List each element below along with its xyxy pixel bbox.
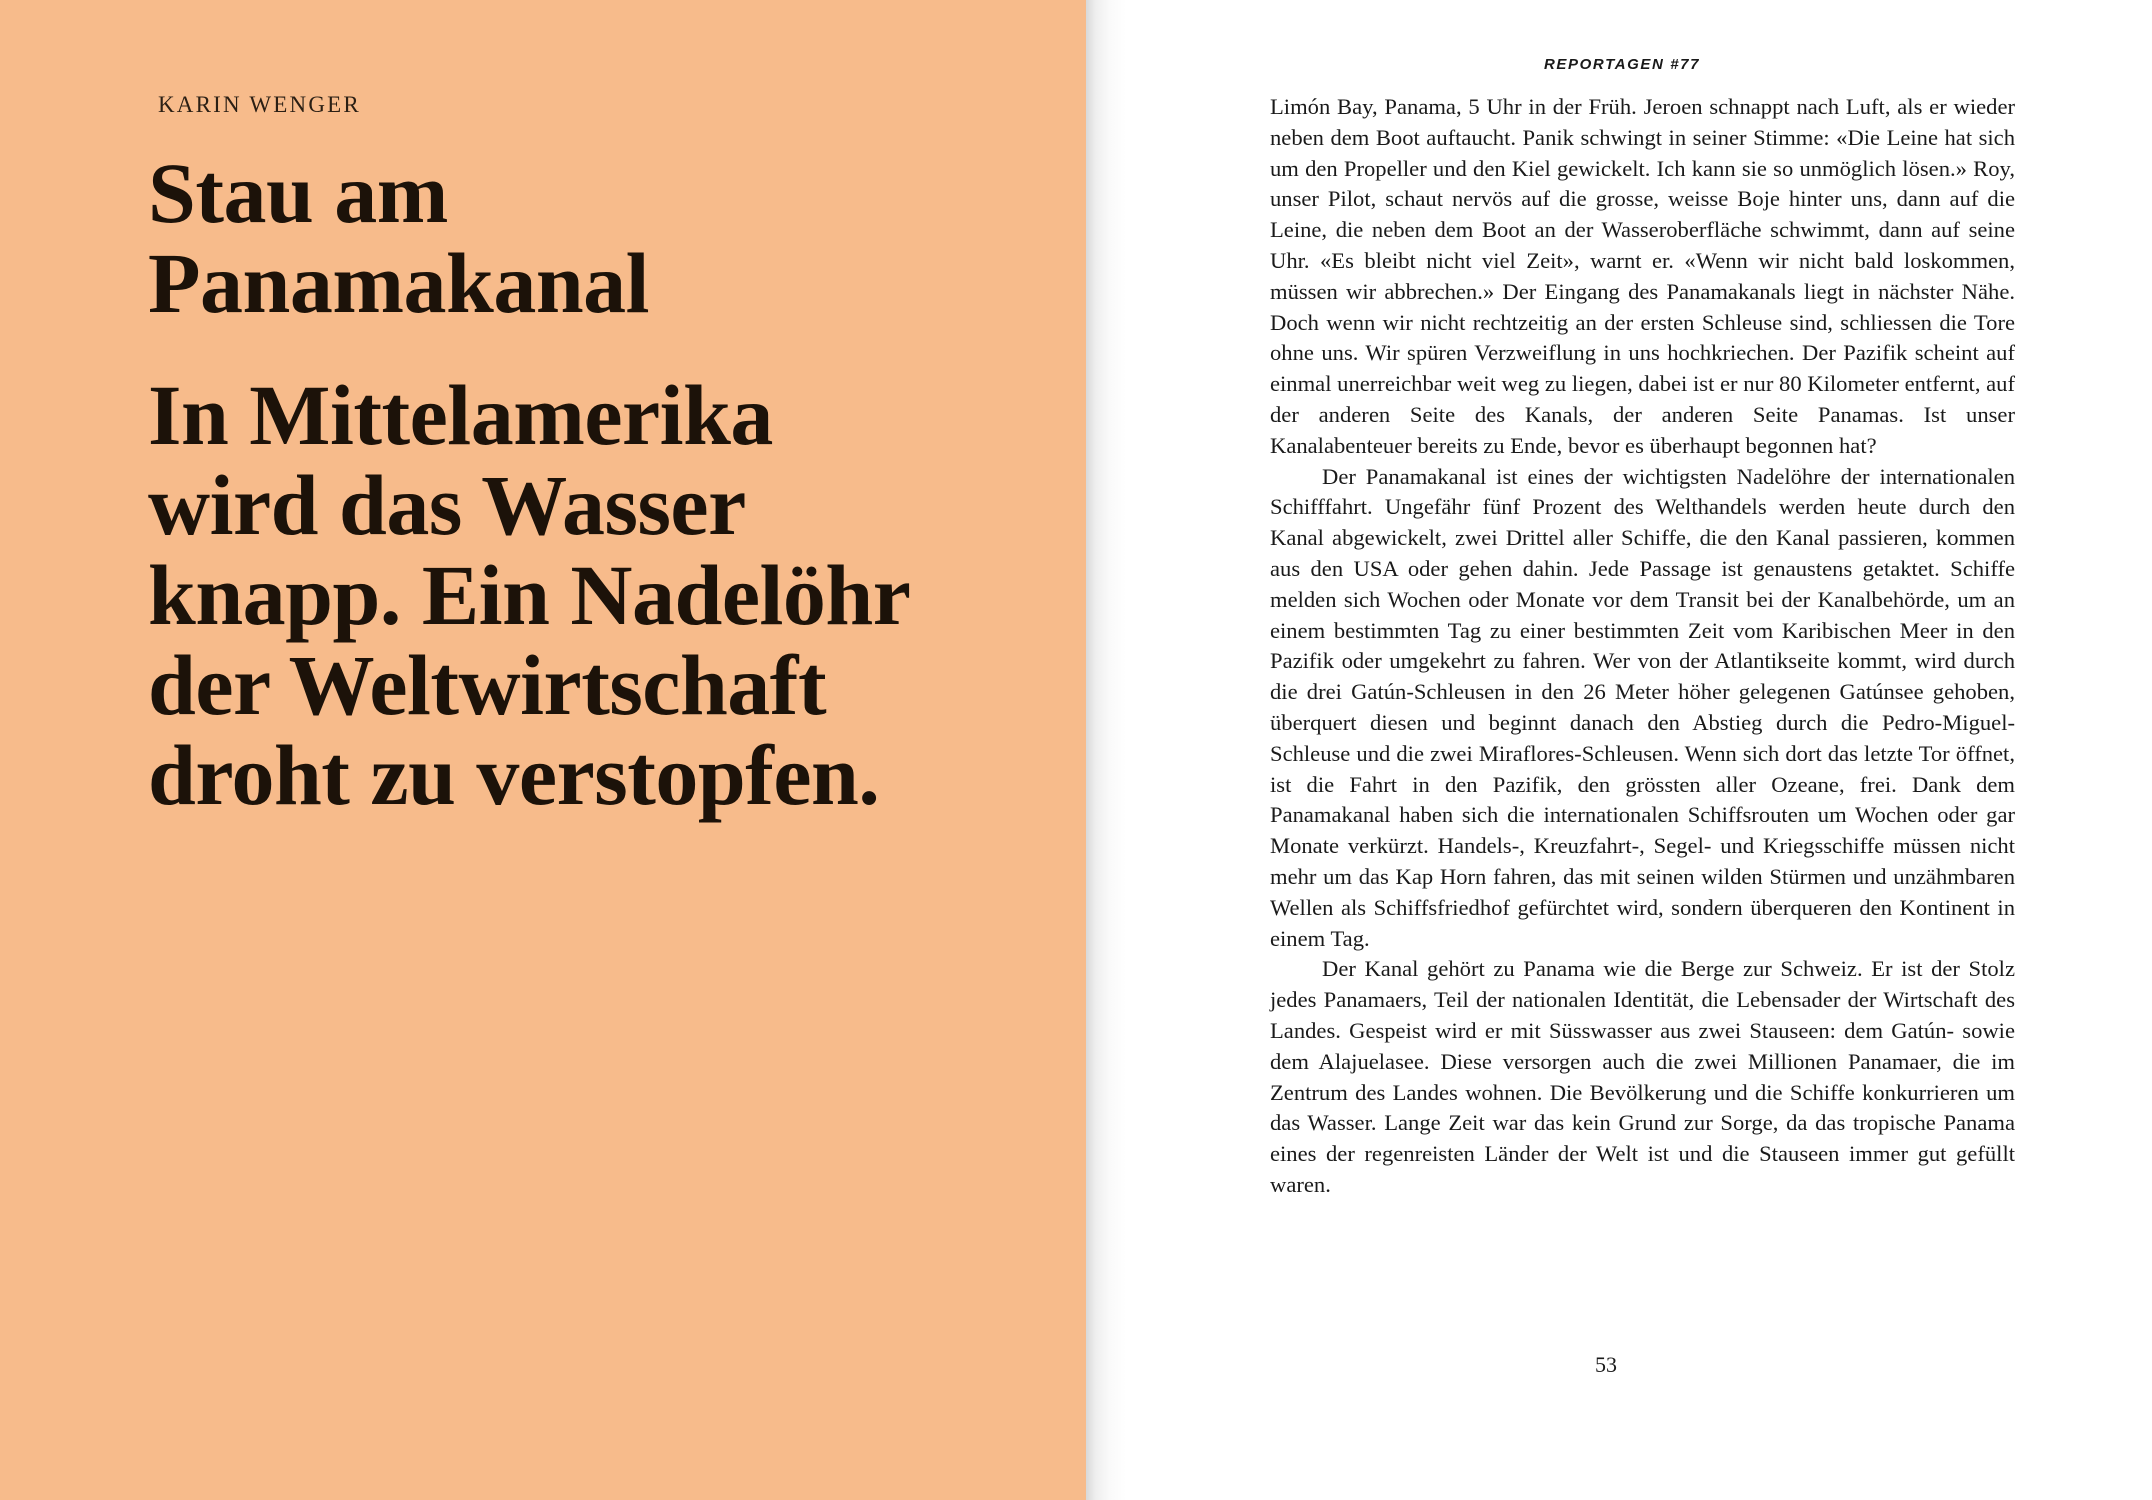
book-gutter [1086,0,1126,1500]
body-paragraph: Der Panamakanal ist eines der wichtigsten Nadelöhre der internationalen Schifffahrt. Ungefähr fünf Prozent des Welthandels werden heute durch den Kanal abgewickelt, zwei Drittel aller Schiffe, die den Kanal passieren, kommen aus den USA oder gehen dahin. Jede Passage ist genaustens getaktet. Schiffe melden sich Wochen oder Monate vor dem Transit bei der Kanalbehörde, um an einem bestimmten Tag zu einer bestimmten Zeit vom Karibischen Meer in den Pazifik oder umgekehrt zu fahren. Wer von der Atlantikseite kommt, wird durch die drei Gatún-Schleusen in den 26 Meter höher gelegenen Gatúnsee gehoben, überquert diesen und beginnt danach den Abstieg durch die Pedro-Miguel-Schleuse und die zwei Miraflores-Schleusen. Wenn sich dort das letzte Tor öffnet, ist die Fahrt in den Pazifik, den grössten aller Ozeane, frei. Dank dem Panamakanal haben sich die internationalen Schiffsrouten um Wochen oder gar Monate verkürzt. Handels-, Kreuzfahrt-, Segel- und Kriegsschiffe müssen nicht mehr um das Kap Horn fahren, das mit seinen wilden Stürmen und unzähmbaren Wellen als Schiffsfriedhof gefürchtet wird, sondern überqueren den Kontinent in einem Tag. [1270,463,2015,951]
subtitle-line: knapp. Ein Nadelöhr [148,547,911,643]
subtitle-line: der Weltwirtschaft [148,637,827,733]
body-paragraph: Limón Bay, Panama, 5 Uhr in der Früh. Jeroen schnappt nach Luft, als er wieder neben dem Boot auftaucht. Panik schwingt in seiner Stimme: «Die Leine hat sich um den Propeller und den Kiel gewickelt. Ich kann sie so unmöglich lösen.» Roy, unser Pilot, schaut nervös auf die grosse, weisse Boje hinter uns, dann auf die Leine, die neben dem Boot an der Wasseroberfläche schwimmt, dann auf seine Uhr. «Es bleibt nicht viel Zeit», warnt er. «Wenn wir nicht bald loskommen, müssen wir abbrechen.» Der Eingang des Panamakanals liegt in nächster Nähe. Doch wenn wir nicht rechtzeitig an der ersten Schleuse sind, schliessen die Tore ohne uns. Wir spüren Verzweiflung in uns hochkriechen. Der Pazifik scheint auf einmal unerreichbar weit weg zu liegen, dabei ist er nur 80 Kilometer entfernt, auf der anderen Seite des Kanals, der anderen Seite Panamas. Ist unser Kanalabenteuer bereits zu Ende, bevor es überhaupt begonnen hat? [1270,94,2015,458]
article-subtitle [148,367,1048,823]
headline-block [148,145,1048,823]
title-line: Panamakanal [148,235,650,331]
subtitle-line: wird das Wasser [148,457,746,553]
body-paragraph: Der Kanal gehört zu Panama wie die Berge zur Schweiz. Er ist der Stolz jedes Panamaers, Teil der nationalen Identität, die Lebensader der Wirtschaft des Landes. Gespeist wird er mit Süsswasser aus zwei Stauseen: dem Gatún- sowie dem Alajuelasee. Diese versorgen auch die zwei Millionen Panamaer, die im Zentrum des Landes wohnen. Die Bevölkerung und die Schiffe konkurrieren um das Wasser. Lange Zeit war das kein Grund zur Sorge, da das tropische Panama eines der regenreisten Länder der Welt ist und die Stauseen immer gut gefüllt waren. [1270,956,2015,1197]
article-title [148,145,1048,331]
article-body [1270,92,2015,1201]
subtitle-line: In Mittelamerika [148,367,773,463]
running-head: REPORTAGEN #77 [1544,56,1701,73]
author-name: KARIN WENGER [158,92,361,117]
page-number: 53 [1595,1352,1617,1377]
title-line: Stau am [148,145,448,241]
subtitle-line: droht zu verstopfen. [148,727,880,823]
